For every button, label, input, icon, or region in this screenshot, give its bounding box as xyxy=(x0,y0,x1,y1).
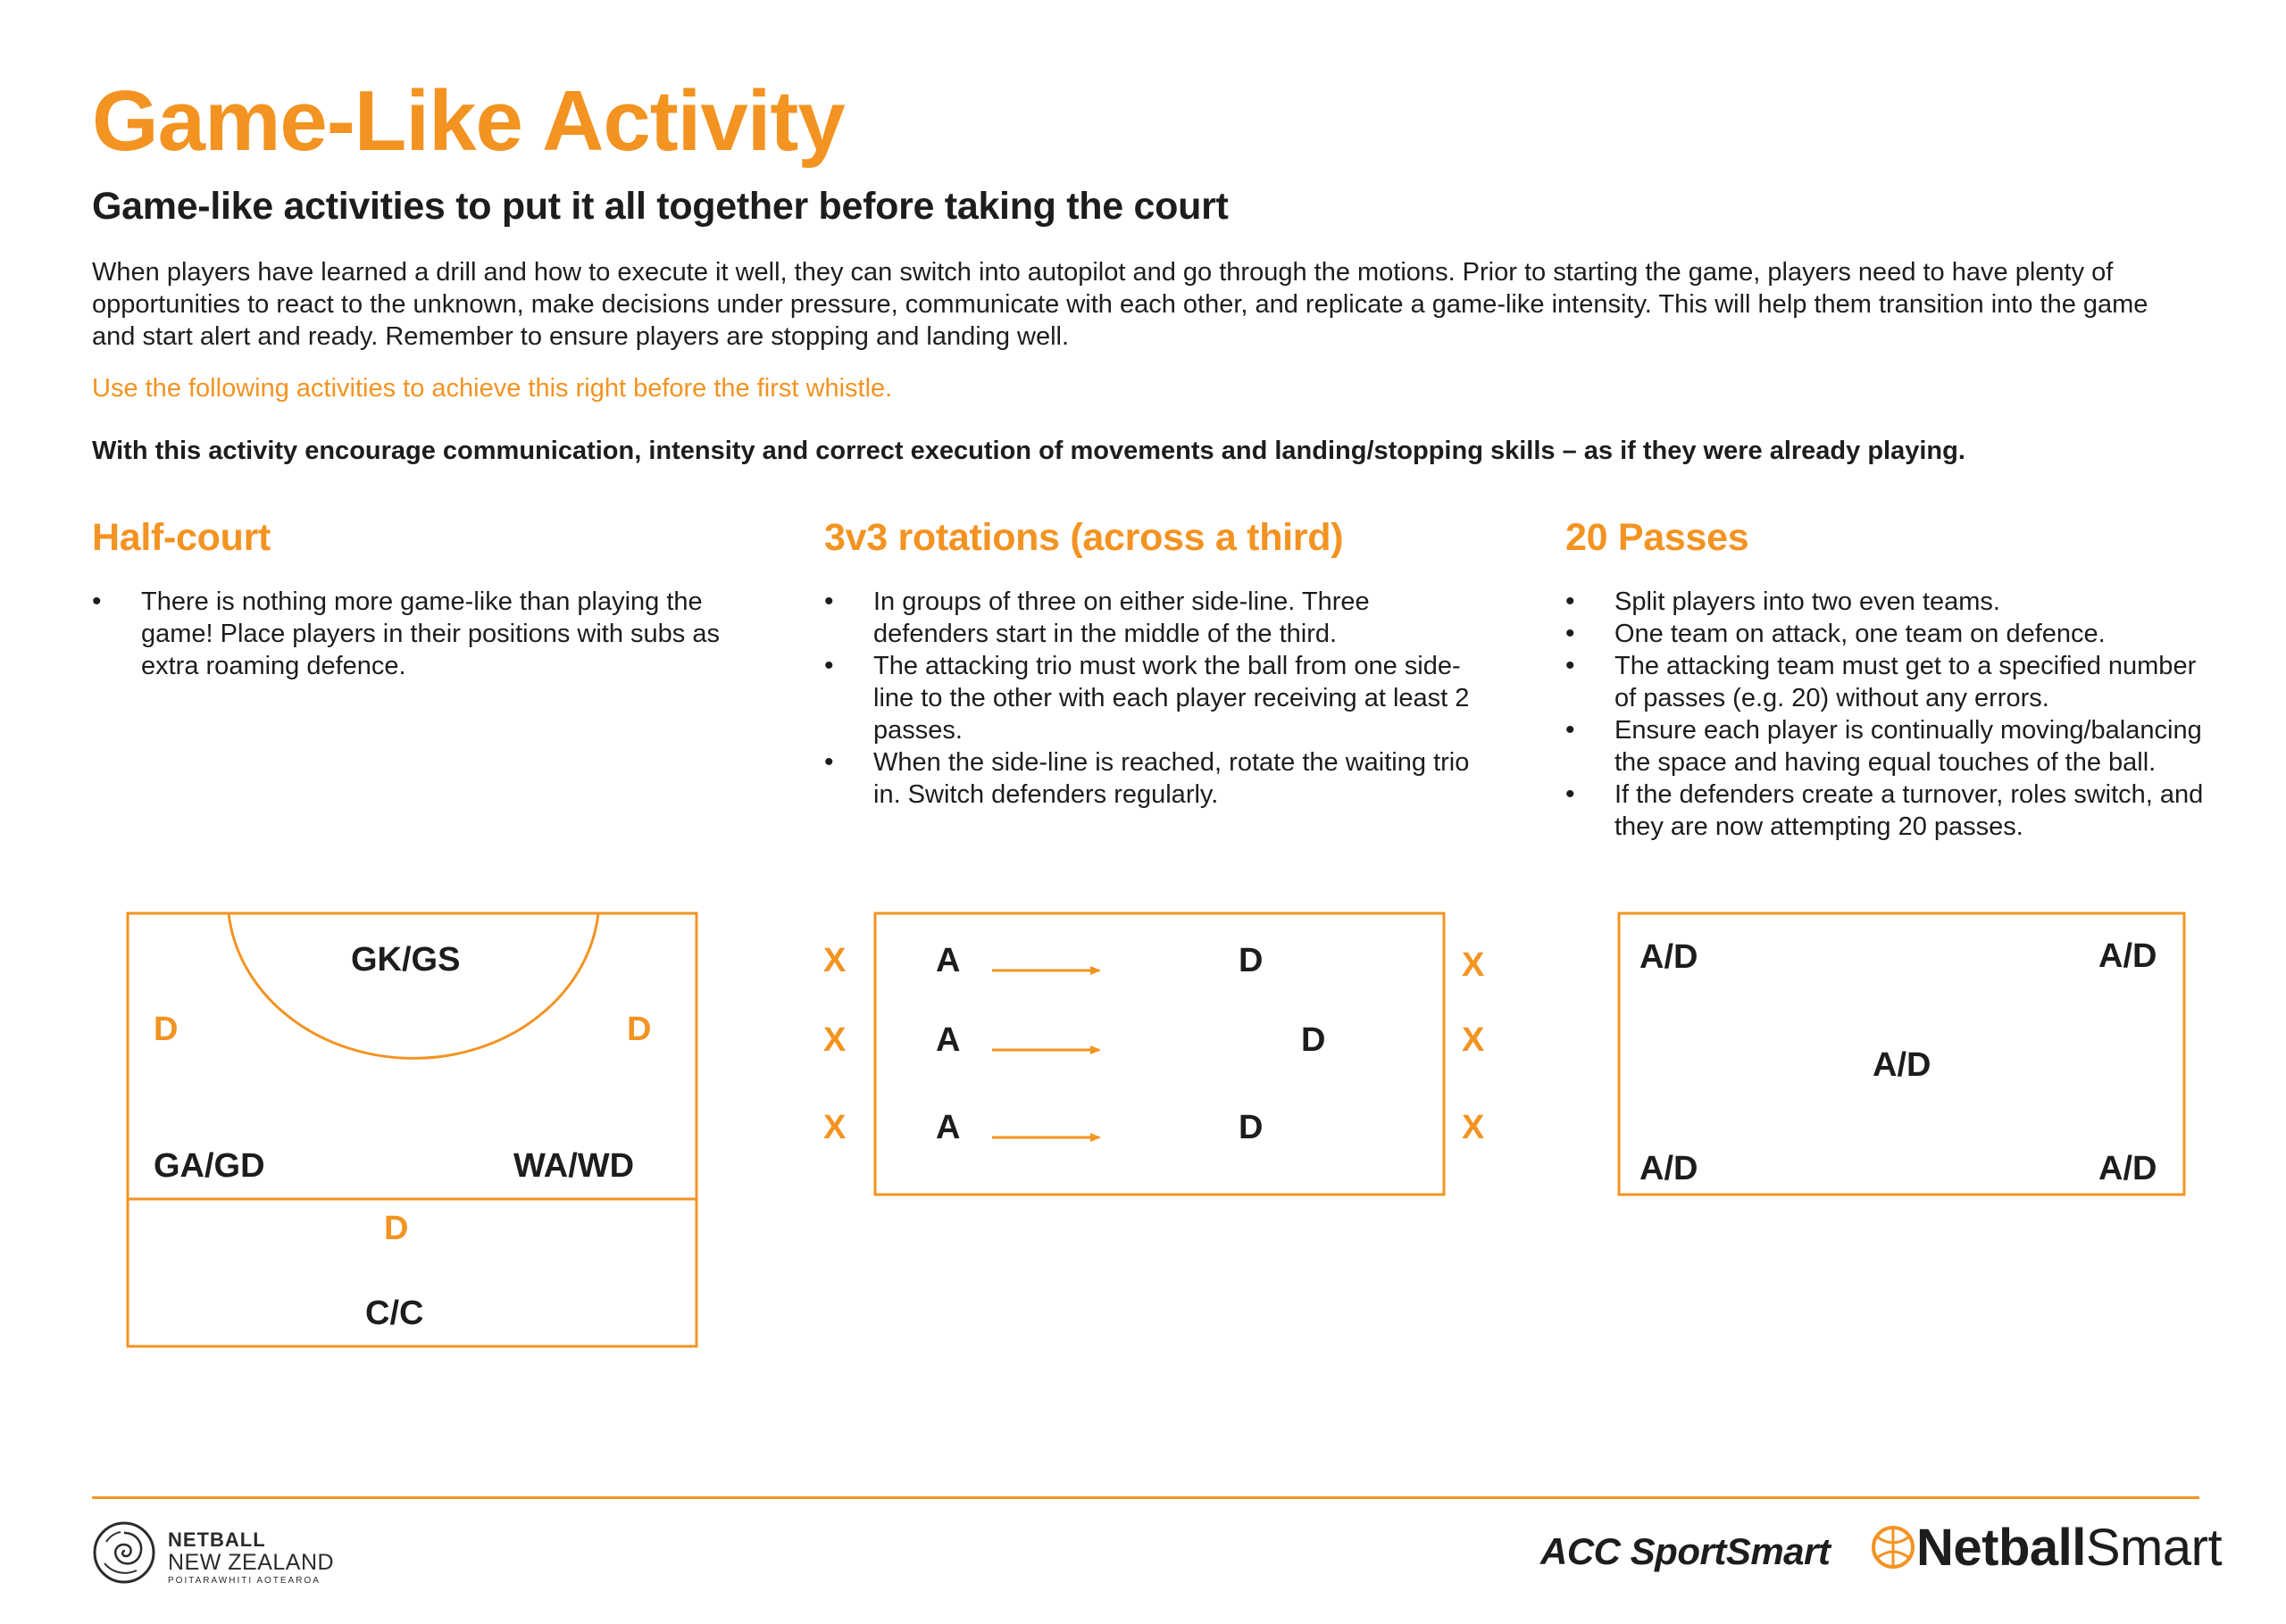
x-mark: X xyxy=(1462,1021,1485,1059)
half-court-title: Half-court xyxy=(92,516,271,559)
acc-sportsmart-logo xyxy=(1540,1530,1830,1573)
shooting-circle xyxy=(229,913,598,1058)
nnz-wordmark-line2: NEW ZEALAND xyxy=(168,1550,335,1575)
list-item: • One team on attack, one team on defence. xyxy=(1565,618,2208,650)
x-mark: X xyxy=(823,942,847,979)
list-item: • If the defenders create a turnover, roles switch, and they are now attempting 20 passes. xyxy=(1565,779,2208,843)
player-label: A/D xyxy=(1639,1150,1698,1187)
ns-bold: Netball xyxy=(1916,1519,2086,1577)
list-item: • When the side-line is reached, rotate the waiting trio in. Switch defenders regularly. xyxy=(824,746,1476,811)
x-mark: X xyxy=(823,1021,847,1059)
defender-label: D xyxy=(1239,1109,1264,1146)
list-item: • In groups of three on either side-line. Three defenders start in the middle of the third. xyxy=(824,586,1476,650)
rotations-diagram xyxy=(817,911,1496,1219)
passes-bullets xyxy=(1565,586,2208,843)
list-item: • Split players into two even teams. xyxy=(1565,586,2208,618)
ns-regular: Smart xyxy=(2085,1519,2223,1577)
netball-new-zealand-emblem-icon xyxy=(92,1520,156,1585)
footer-divider xyxy=(92,1496,2199,1499)
netballsmart-logo xyxy=(1916,1518,2222,1578)
passes-diagram xyxy=(1616,911,2197,1205)
attacker-label: A xyxy=(936,1021,961,1059)
defender-label: D xyxy=(1239,942,1264,979)
netball-icon xyxy=(1871,1525,1915,1570)
x-mark: X xyxy=(823,1109,847,1146)
label-c-c: C/C xyxy=(365,1295,424,1332)
player-label: A/D xyxy=(1639,938,1698,976)
label-ga-gd: GA/GD xyxy=(154,1147,265,1185)
defender-label: D xyxy=(1301,1021,1326,1059)
list-item: • There is nothing more game-like than playing the game! Place players in their positions with subs as extra roaming defence. xyxy=(92,586,735,682)
player-label: A/D xyxy=(2098,1150,2157,1187)
label-wa-wd: WA/WD xyxy=(513,1147,635,1185)
x-mark: X xyxy=(1462,1109,1485,1146)
passes-title: 20 Passes xyxy=(1565,516,1749,559)
page-title: Game-Like Activity xyxy=(92,73,845,169)
label-defender-center: D xyxy=(384,1210,409,1247)
half-court-diagram xyxy=(125,911,705,1357)
attacker-label: A xyxy=(936,1109,961,1146)
intro-paragraph: When players have learned a drill and how to execute it well, they can switch into autopilot and go through the motions. Prior to starting the game, players need to have plenty of opportunities to react to the unknown, make decisions under pressure, communicate with each other, and replicate a game-like intensity. This will help them transition into the game and start alert and ready. Remember to ensure players are stopping and landing well. xyxy=(92,258,2148,351)
acc-brand: SportSmart xyxy=(1630,1530,1831,1572)
list-item: • The attacking trio must work the ball from one side-line to the other with each player receiving at least 2 passes. xyxy=(824,650,1476,746)
label-gk-gs: GK/GS xyxy=(351,941,461,979)
list-item: • Ensure each player is continually moving/balancing the space and having equal touches of the ball. xyxy=(1565,714,2208,779)
list-item: • The attacking team must get to a specified number of passes (e.g. 20) without any errors. xyxy=(1565,650,2208,714)
player-label: A/D xyxy=(1873,1046,1931,1084)
intro-highlight: Use the following activities to achieve this right before the first whistle. xyxy=(92,374,893,403)
x-mark: X xyxy=(1462,946,1485,984)
page-subtitle: Game-like activities to put it all together before taking the court xyxy=(92,185,1229,228)
third-outline xyxy=(875,913,1444,1195)
label-defender-left: D xyxy=(154,1011,179,1048)
rotations-bullets xyxy=(824,586,1476,811)
intro-emphasis: With this activity encourage communication, intensity and correct execution of movements and landing/stopping skills – as if they were already playing. xyxy=(92,437,1965,465)
attacker-label: A xyxy=(936,942,961,979)
player-label: A/D xyxy=(2098,937,2157,975)
half-court-bullets xyxy=(92,586,735,682)
nnz-wordmark-line3: POITARAWHITI AOTEAROA xyxy=(168,1576,321,1586)
label-defender-right: D xyxy=(627,1011,652,1048)
nnz-wordmark-line1: NETBALL xyxy=(168,1528,266,1551)
rotations-title: 3v3 rotations (across a third) xyxy=(824,516,1344,559)
acc-prefix: ACC xyxy=(1540,1530,1631,1572)
